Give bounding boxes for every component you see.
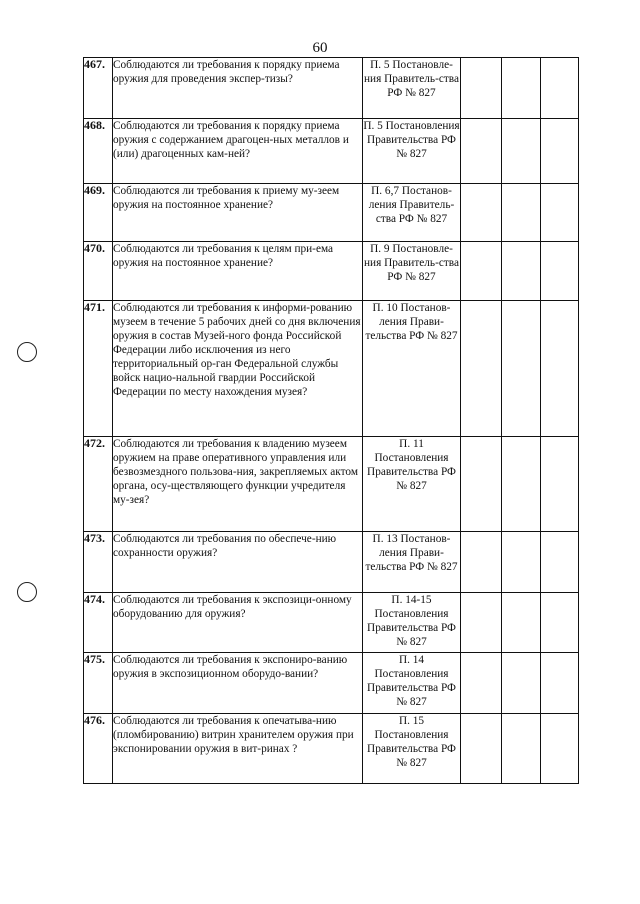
check-cell-na[interactable] <box>541 714 579 784</box>
check-cell-no[interactable] <box>502 119 541 184</box>
table-row <box>84 242 579 301</box>
check-cell-yes[interactable] <box>461 714 502 784</box>
row-number: 469. <box>84 184 113 242</box>
check-cell-no[interactable] <box>502 301 541 437</box>
requirement-question: Соблюдаются ли требования к приему му-зеем оружия на постоянное хранение? <box>113 184 363 242</box>
check-cell-yes[interactable] <box>461 184 502 242</box>
check-cell-yes[interactable] <box>461 119 502 184</box>
legal-reference: П. 10 Постанов-ления Прави-тельства РФ № 827 <box>363 301 461 437</box>
table-row <box>84 653 579 714</box>
check-cell-no[interactable] <box>502 532 541 593</box>
legal-reference: П. 5 Постановления Правительства РФ № 827 <box>363 119 461 184</box>
legal-reference: П. 15 Постановления Правительства РФ № 827 <box>363 714 461 784</box>
row-number: 476. <box>84 714 113 784</box>
check-cell-no[interactable] <box>502 242 541 301</box>
check-cell-yes[interactable] <box>461 653 502 714</box>
punch-hole-icon <box>17 582 37 602</box>
requirement-question: Соблюдаются ли требования к порядку приема оружия для проведения экспер-тизы? <box>113 58 363 119</box>
check-cell-na[interactable] <box>541 119 579 184</box>
table-row <box>84 532 579 593</box>
legal-reference: П. 13 Постанов-ления Прави-тельства РФ № 827 <box>363 532 461 593</box>
legal-reference: П. 14-15 Постановления Правительства РФ № 827 <box>363 593 461 653</box>
row-number: 475. <box>84 653 113 714</box>
check-cell-na[interactable] <box>541 437 579 532</box>
legal-reference: П. 6,7 Постанов-ления Правитель-ства РФ № 827 <box>363 184 461 242</box>
check-cell-no[interactable] <box>502 653 541 714</box>
table-row <box>84 593 579 653</box>
legal-reference: П. 5 Постановле-ния Правитель-ства РФ № 827 <box>363 58 461 119</box>
requirement-question: Соблюдаются ли требования к порядку приема оружия с содержанием драгоцен-ных металлов и (или) драгоценных кам-ней? <box>113 119 363 184</box>
check-cell-yes[interactable] <box>461 532 502 593</box>
row-number: 468. <box>84 119 113 184</box>
check-cell-yes[interactable] <box>461 242 502 301</box>
requirement-question: Соблюдаются ли требования к экспониро-ванию оружия в экспозиционном оборудо-вании? <box>113 653 363 714</box>
table-row <box>84 58 579 119</box>
check-cell-no[interactable] <box>502 437 541 532</box>
check-cell-yes[interactable] <box>461 437 502 532</box>
row-number: 473. <box>84 532 113 593</box>
check-cell-no[interactable] <box>502 184 541 242</box>
legal-reference: П. 14 Постановления Правительства РФ № 827 <box>363 653 461 714</box>
legal-reference: П. 11 Постановления Правительства РФ № 827 <box>363 437 461 532</box>
row-number: 472. <box>84 437 113 532</box>
check-cell-na[interactable] <box>541 242 579 301</box>
row-number: 470. <box>84 242 113 301</box>
punch-hole-icon <box>17 342 37 362</box>
check-cell-yes[interactable] <box>461 593 502 653</box>
check-cell-na[interactable] <box>541 653 579 714</box>
row-number: 467. <box>84 58 113 119</box>
check-cell-na[interactable] <box>541 593 579 653</box>
check-cell-no[interactable] <box>502 714 541 784</box>
table-row <box>84 301 579 437</box>
check-cell-na[interactable] <box>541 184 579 242</box>
check-cell-no[interactable] <box>502 58 541 119</box>
table-row <box>84 437 579 532</box>
requirement-question: Соблюдаются ли требования по обеспече-нию сохранности оружия? <box>113 532 363 593</box>
legal-reference: П. 9 Постановле-ния Правитель-ства РФ № 827 <box>363 242 461 301</box>
page-number: 60 <box>312 40 328 56</box>
check-cell-na[interactable] <box>541 532 579 593</box>
check-cell-yes[interactable] <box>461 58 502 119</box>
checklist-table <box>83 57 579 784</box>
table-row <box>84 184 579 242</box>
table-row <box>84 714 579 784</box>
check-cell-na[interactable] <box>541 301 579 437</box>
requirement-question: Соблюдаются ли требования к целям при-ема оружия на постоянное хранение? <box>113 242 363 301</box>
check-cell-yes[interactable] <box>461 301 502 437</box>
requirement-question: Соблюдаются ли требования к владению музеем оружием на праве оперативного управления или безвозмездного пользова-ния, закрепляемых актом органа, осу-ществляющего функции учредителя му-зея? <box>113 437 363 532</box>
row-number: 474. <box>84 593 113 653</box>
table-row <box>84 119 579 184</box>
requirement-question: Соблюдаются ли требования к опечатыва-нию (пломбированию) витрин хранителем оружия при экспонировании оружия в вит-ринах ? <box>113 714 363 784</box>
row-number: 471. <box>84 301 113 437</box>
requirement-question: Соблюдаются ли требования к информи-рованию музеем в течение 5 рабочих дней со дня включения оружия в состав Музей-ного фонда Российской Федерации либо исключения из него территориальный ор-ган Федеральной службы войск нацио-нальной гвардии Российской Федерации по месту нахождения музея? <box>113 301 363 437</box>
check-cell-no[interactable] <box>502 593 541 653</box>
check-cell-na[interactable] <box>541 58 579 119</box>
requirement-question: Соблюдаются ли требования к экспозици-онному оборудованию для оружия? <box>113 593 363 653</box>
